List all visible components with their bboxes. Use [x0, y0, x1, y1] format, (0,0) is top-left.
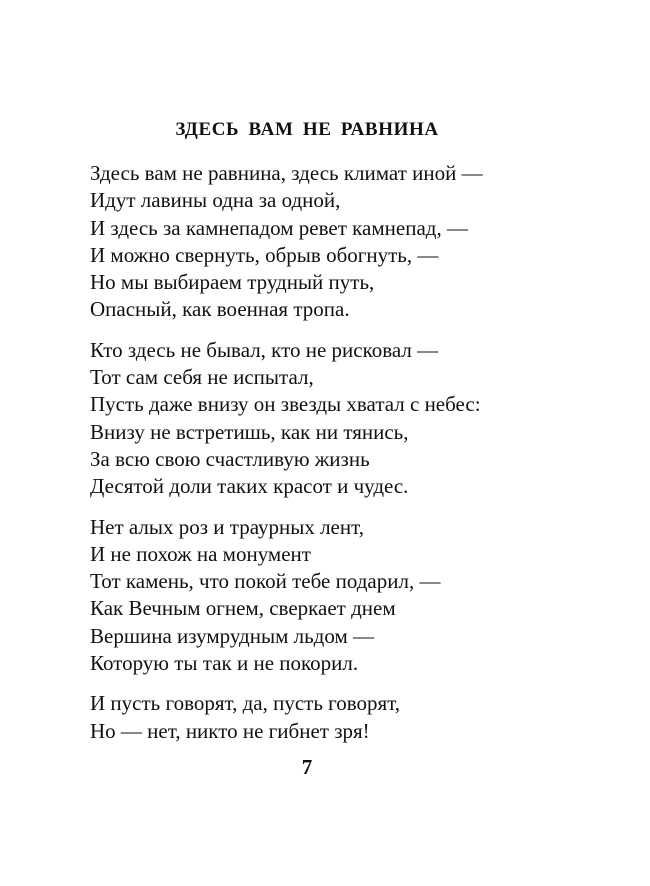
poem-line: Кто здесь не бывал, кто не рисковал —: [90, 337, 439, 362]
poem-line: И не похож на монумент: [90, 541, 311, 566]
stanza-3: [90, 514, 590, 678]
poem-line: За всю свою счастливую жизнь: [90, 446, 370, 471]
poem-line: Десятой доли таких красот и чудес.: [90, 474, 409, 499]
poem-line: Пусть даже внизу он звезды хватал с небес:: [90, 392, 481, 417]
poem-line: Тот сам себя не испытал,: [90, 365, 314, 390]
poem-line: Вершина изумрудным льдом —: [90, 623, 375, 648]
poem-line: Опасный, как военная тропа.: [90, 297, 350, 322]
stanza-4: [90, 690, 590, 745]
poem-line: Тот камень, что покой тебе подарил, —: [90, 569, 441, 594]
poem-line: Но мы выбираем трудный путь,: [90, 270, 375, 295]
poem-line: Идут лавины одна за одной,: [90, 188, 341, 213]
poem-title: ЗДЕСЬ ВАМ НЕ РАВНИНА: [175, 119, 439, 140]
poem-line: И можно свернуть, обрыв обогнуть, —: [90, 242, 439, 267]
poem-line: Как Вечным огнем, сверкает днем: [90, 596, 396, 621]
poem-body: [90, 160, 590, 758]
poem-line: Внизу не встретишь, как ни тянись,: [90, 419, 409, 444]
poem-line: И здесь за камнепадом ревет камнепад, —: [90, 215, 468, 240]
stanza-1: [90, 160, 590, 324]
poem-line: Нет алых роз и траурных лент,: [90, 514, 364, 539]
poem-line: Здесь вам не равнина, здесь климат иной —: [90, 161, 483, 185]
poem-line: Которую ты так и не покорил.: [90, 651, 359, 676]
poem-line: И пусть говорят, да, пусть говорят,: [90, 691, 401, 716]
stanza-2: [90, 337, 590, 501]
poem-line: Но — нет, никто не гибнет зря!: [90, 718, 370, 743]
page-number: 7: [301, 755, 313, 779]
